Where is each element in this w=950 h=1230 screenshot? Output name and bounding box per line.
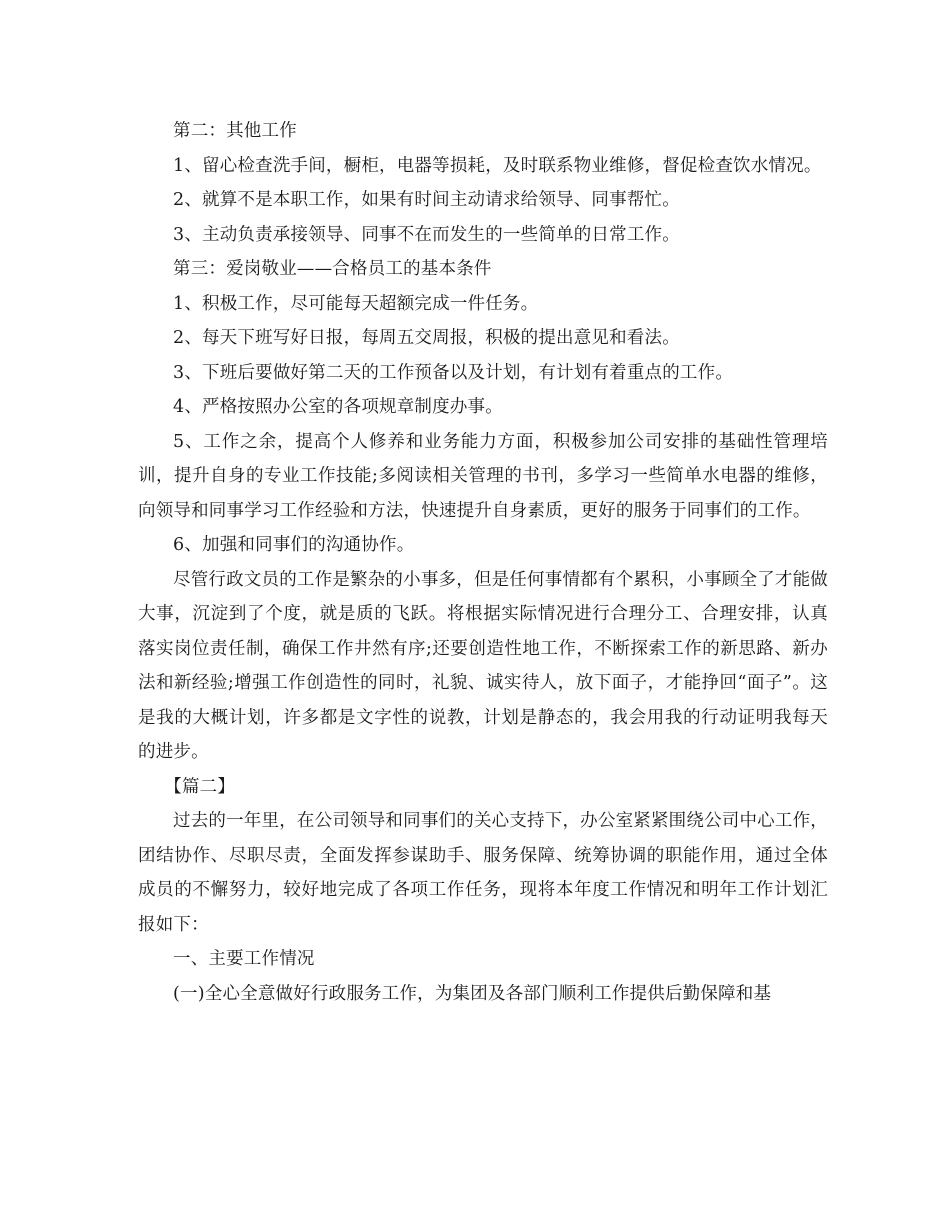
list-item: 3、主动负责承接领导、同事不在而发生的一些简单的日常工作。 <box>173 224 680 245</box>
section-heading-main-work: 一、主要工作情况 <box>173 949 315 969</box>
list-item: 2、每天下班写好日报，每周五交周报，积极的提出意见和看法。 <box>173 328 680 348</box>
body-paragraph: 尽管行政文员的工作是繁杂的小事多，但是任何事情都有个累积，小事顾全了才能做大事，沉淀到了个度，就是质的飞跃。将根据实际情况进行合理分工、合理安排，认真落实岗位责任制，确保工作井然有序;还要创造性地工作，不断探索工作的新思路、新办法和新经验;增强工作创造性的同时，礼貌、诚实待人，放下面子，才能挣回“面子”。这是我的大概计划，许多都是文字性的说教，计划是静态的，我会用我的行动证明我每天的进步。 <box>138 569 828 762</box>
list-item: 6、加强和同事们的沟通协作。 <box>173 535 415 555</box>
document-body <box>138 114 828 1011</box>
section-heading-dedication: 第三：爱岗敬业——合格员工的基本条件 <box>173 259 492 279</box>
body-paragraph: (一)全心全意做好行政服务工作，为集团及各部门顺利工作提供后勤保障和基 <box>173 983 772 1004</box>
list-item: 3、下班后要做好第二天的工作预备以及计划，有计划有着重点的工作。 <box>173 362 734 383</box>
list-item: 2、就算不是本职工作，如果有时间主动请求给领导、同事帮忙。 <box>173 190 680 210</box>
list-item: 4、严格按照办公室的各项规章制度办事。 <box>173 397 503 417</box>
part-two-heading: 【篇二】 <box>164 776 236 797</box>
section-heading-other-work: 第二：其他工作 <box>173 121 297 141</box>
list-item: 5、工作之余，提高个人修养和业务能力方面，积极参加公司安排的基础性管理培训，提升自身的专业工作技能;多阅读相关管理的书刊，多学习一些简单水电器的维修，向领导和同事学习工作经验和方法，快速提升自身素质，更好的服务于同事们的工作。 <box>138 431 828 521</box>
body-paragraph: 过去的一年里，在公司领导和同事们的关心支持下，办公室紧紧围绕公司中心工作，团结协作、尽职尽责，全面发挥参谋助手、服务保障、统筹协调的职能作用，通过全体成员的不懈努力，较好地完成了各项工作任务，现将本年度工作情况和明年工作计划汇报如下： <box>138 811 828 935</box>
list-item: 1、积极工作，尽可能每天超额完成一件任务。 <box>173 293 539 314</box>
list-item: 1、留心检查洗手间，橱柜，电器等损耗，及时联系物业维修，督促检查饮水情况。 <box>173 155 822 176</box>
